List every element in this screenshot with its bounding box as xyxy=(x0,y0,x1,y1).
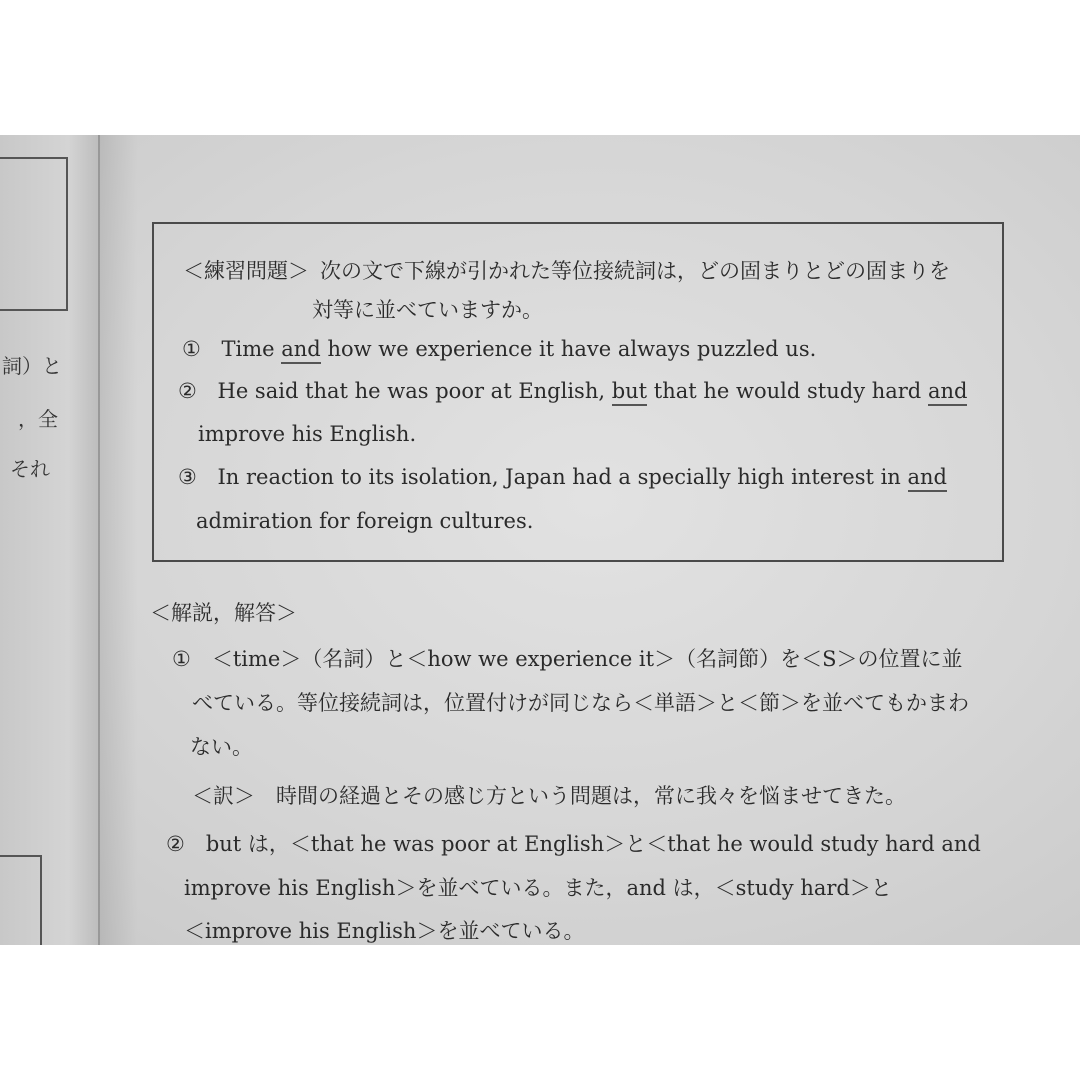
answer-2-line-2: improve his English＞を並べている。また，and は，＜study hard＞と xyxy=(184,876,892,900)
exercise-item-2 xyxy=(178,379,967,403)
answer-2-line-1: ② but は，＜that he was poor at English＞と＜that he would study hard and xyxy=(166,832,981,856)
page-gutter-shadow xyxy=(98,135,138,945)
answer-1-line-1: ① ＜time＞（名詞）と＜how we experience it＞（名詞節）を＜S＞の位置に並 xyxy=(172,647,963,671)
exercise-question-cont: 対等に並べていますか。 xyxy=(312,298,543,322)
exercise-item-2-cont: improve his English. xyxy=(198,422,417,446)
exercise-item-1 xyxy=(182,337,816,361)
item-marker: ① xyxy=(182,337,201,361)
exercise-question: 次の文で下線が引かれた等位接続詞は，どの固まりとどの固まりを xyxy=(320,259,950,283)
left-page-text-fragment: 詞）と xyxy=(2,354,62,378)
item-text: In reaction to its isolation, Japan had a specially high interest in xyxy=(217,465,908,489)
item-text: that he would study hard xyxy=(647,379,928,403)
underlined-conjunction: but xyxy=(612,379,647,406)
book-photo xyxy=(0,135,1080,945)
item-marker: ② xyxy=(178,379,197,403)
underlined-conjunction: and xyxy=(928,379,968,406)
left-page-text-fragment: ，全 xyxy=(18,407,58,431)
left-page-box-fragment xyxy=(0,855,42,945)
answer-1-line-2: べている。等位接続詞は，位置付けが同じなら＜単語＞と＜節＞を並べてもかまわ xyxy=(192,691,969,715)
answers-heading: ＜解説，解答＞ xyxy=(150,601,297,625)
answer-2-line-3: ＜improve his English＞を並べている。 xyxy=(184,919,585,943)
underlined-conjunction: and xyxy=(908,465,948,492)
left-page xyxy=(0,135,100,945)
exercise-heading: ＜練習問題＞ xyxy=(183,259,309,283)
item-text: He said that he was poor at English, xyxy=(217,379,612,403)
item-text: how we experience it have always puzzled us. xyxy=(320,337,817,361)
left-page-text-fragment: それ xyxy=(10,457,50,481)
item-text: Time xyxy=(221,337,282,361)
exercise-item-3 xyxy=(178,465,947,489)
exercise-item-3-cont: admiration for foreign cultures. xyxy=(196,509,534,533)
answer-1-line-3: ない。 xyxy=(190,735,253,759)
underlined-conjunction: and xyxy=(281,337,321,364)
answer-1-translation: ＜訳＞ 時間の経過とその感じ方という問題は，常に我々を悩ませてきた。 xyxy=(192,784,906,808)
item-marker: ③ xyxy=(178,465,197,489)
left-page-box-fragment xyxy=(0,157,68,311)
